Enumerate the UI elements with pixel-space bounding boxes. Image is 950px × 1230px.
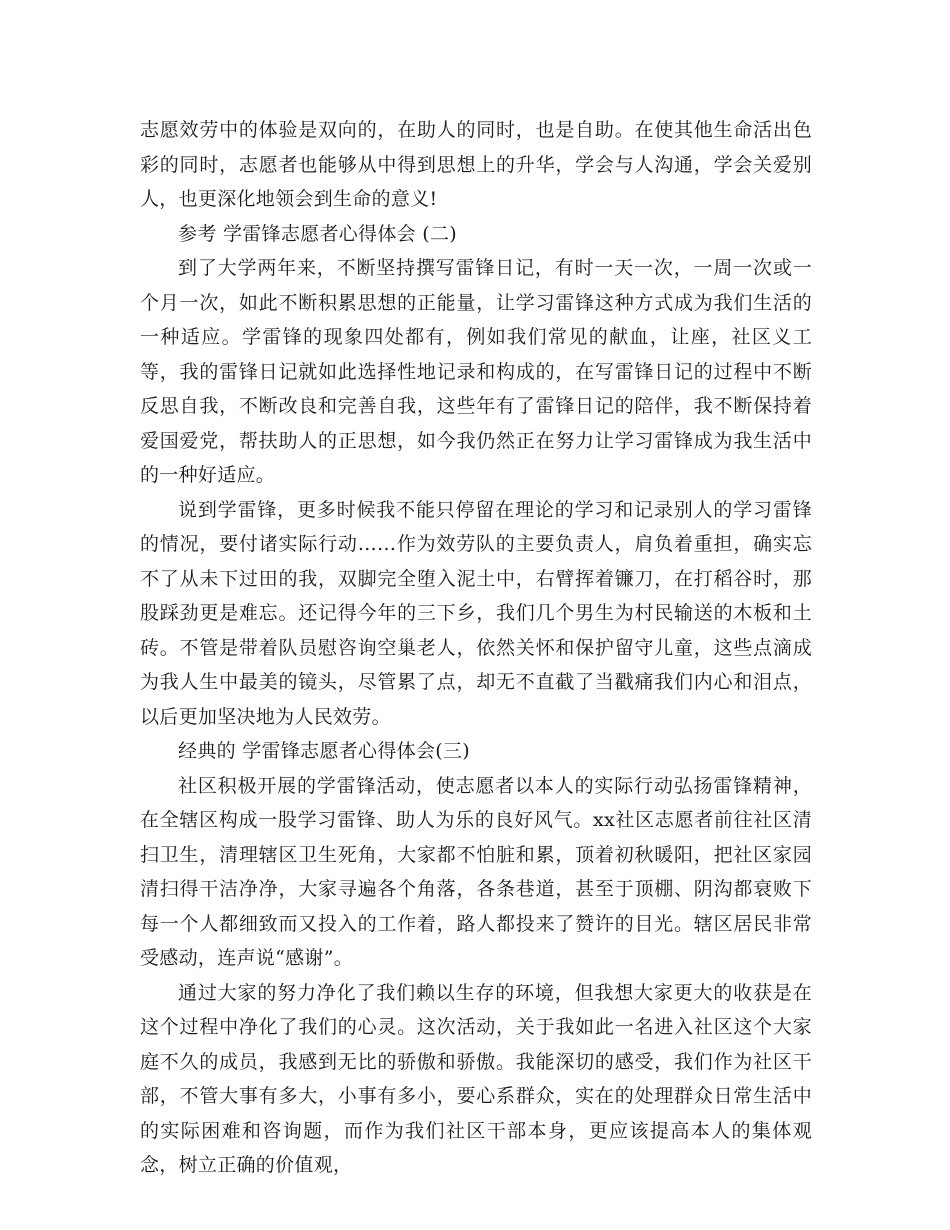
paragraph-2: 到了大学两年来，不断坚持撰写雷锋日记，有时一天一次，一周一次或一个月一次，如此不断积累思想的正能量，让学习雷锋这种方式成为我们生活的一种适应。学雷锋的现象四处都有，例如我们常见的献血，让座，社区义工等，我的雷锋日记就如此选择性地记录和构成的，在写雷锋日记的过程中不断反思自我，不断改良和完善自我，这些年有了雷锋日记的陪伴，我不断保持着爱国爱党，帮扶助人的正思想，如今我仍然正在努力让学习雷锋成为我生活中的一种好适应。: [140, 257, 812, 486]
paragraph-4: 社区积极开展的学雷锋活动，使志愿者以本人的实际行动弘扬雷锋精神，在全辖区构成一股学习雷锋、助人为乐的良好风气。xx社区志愿者前往社区清扫卫生，清理辖区卫生死角，大家都不怕脏和累，顶着初秋暖阳，把社区家园清扫得干洁净净，大家寻遍各个角落，各条巷道，甚至于顶棚、阴沟都衰败下每一个人都细致而又投入的工作着，路人都投来了赞许的目光。辖区居民非常受感动，连声说“感谢”。: [140, 774, 812, 969]
document-page: [140, 113, 812, 1183]
paragraph-5: 通过大家的努力净化了我们赖以生存的环境，但我想大家更大的收获是在这个过程中净化了我们的心灵。这次活动，关于我如此一名进入社区这个大家庭不久的成员，我感到无比的骄傲和骄傲。我能深切的感受，我们作为社区干部，不管大事有多大，小事有多小，要心系群众，实在的处理群众日常生活中的实际困难和咨询题，而作为我们社区干部本身，更应该提高本人的集体观念，树立正确的价值观，: [140, 981, 812, 1176]
paragraph-1: 志愿效劳中的体验是双向的，在助人的同时，也是自助。在使其他生命活出色彩的同时，志愿者也能够从中得到思想上的升华，学会与人沟通，学会关爱别人，也更深化地领会到生命的意义!: [140, 119, 812, 210]
section-heading-3: 经典的 学雷锋志愿者心得体会(三): [178, 740, 470, 762]
section-heading-2: 参考 学雷锋志愿者心得体会 (二): [178, 222, 458, 245]
paragraph-3: 说到学雷锋，更多时候我不能只停留在理论的学习和记录别人的学习雷锋的情况，要付诸实际行动……作为效劳队的主要负责人，肩负着重担，确实忘不了从未下过田的我，双脚完全堕入泥土中，右臂挥着镰刀，在打稻谷时，那股踩劲更是难忘。还记得今年的三下乡，我们几个男生为村民输送的木板和土砖。不管是带着队员慰咨询空巢老人，依然关怀和保护留守儿童，这些点滴成为我人生中最美的镜头，尽管累了点，却无不直截了当戳痛我们内心和泪点，以后更加坚决地为人民效劳。: [140, 498, 812, 728]
